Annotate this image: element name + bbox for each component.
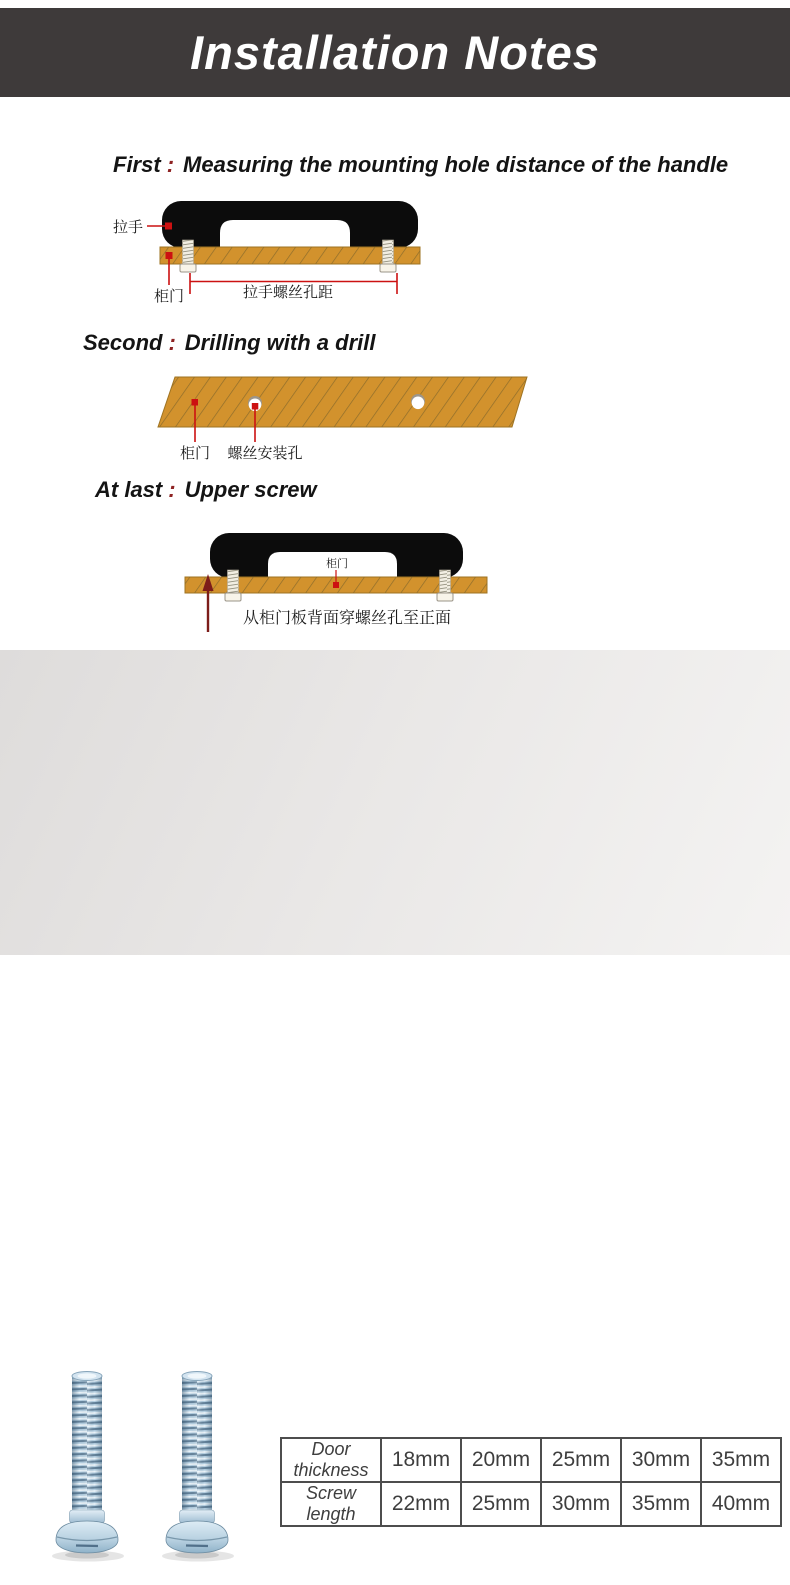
screw-length-value: 22mm — [381, 1482, 461, 1526]
door-leader-dot — [166, 252, 173, 259]
step-first-text: Measuring the mounting hole distance of the handle — [183, 152, 729, 177]
door-leader-dot — [192, 399, 199, 406]
mounting-screw-left — [180, 240, 196, 272]
step-second-text: Drilling with a drill — [184, 330, 376, 355]
diagram-insert-screw — [150, 520, 550, 645]
row-header-screw-length: Screw length — [281, 1482, 381, 1526]
step-first-colon: : — [166, 152, 175, 177]
door-thickness-value: 18mm — [381, 1438, 461, 1482]
handle-label: 拉手 — [112, 219, 143, 236]
door-label: 柜门 — [179, 445, 211, 462]
screw-length-value: 35mm — [621, 1482, 701, 1526]
hole-label: 螺丝安装孔 — [227, 445, 303, 462]
step-last-colon: : — [168, 477, 176, 502]
mounting-screw-right — [380, 240, 396, 272]
row-header-door-thickness: Door thickness — [281, 1438, 381, 1482]
door-label: 柜门 — [326, 558, 348, 570]
table-row-screw-length — [281, 1482, 781, 1526]
step-last-label: At last — [95, 477, 163, 502]
step-heading-last — [95, 477, 317, 503]
screw-length-value: 25mm — [461, 1482, 541, 1526]
door-thickness-value: 35mm — [701, 1438, 781, 1482]
step-first-label: First — [113, 152, 161, 177]
mounting-screw-right — [437, 570, 453, 601]
door-label: 柜门 — [153, 288, 185, 305]
title-banner — [0, 8, 790, 97]
insert-caption: 从柜门板背面穿螺丝孔至正面 — [242, 610, 452, 627]
page-title: Installation Notes — [190, 26, 600, 79]
door-leader-dot — [333, 582, 339, 588]
step-heading-first — [113, 152, 728, 178]
step-last-text: Upper screw — [184, 477, 317, 502]
handle-leader-dot — [165, 223, 172, 230]
hole-leader-dot — [252, 403, 258, 410]
handle-grip-opening — [220, 220, 350, 248]
screw-right — [162, 1372, 234, 1562]
screws-photo — [30, 1350, 260, 1585]
screw-left — [52, 1372, 124, 1562]
dimension-label: 拉手螺丝孔距 — [242, 284, 334, 301]
door-thickness-value: 30mm — [621, 1438, 701, 1482]
door-board-hatch — [158, 377, 527, 427]
diagram-measure-hole-distance — [95, 193, 435, 318]
step-heading-second — [83, 330, 375, 356]
screw-photo-section — [0, 650, 790, 1524]
table-row-door-thickness — [281, 1438, 781, 1482]
size-table — [280, 1437, 782, 1527]
step-second-label: Second — [83, 330, 163, 355]
screw-length-value: 30mm — [541, 1482, 621, 1526]
mounting-screw-left — [225, 570, 241, 601]
door-thickness-value: 25mm — [541, 1438, 621, 1482]
diagram-drilling — [150, 372, 550, 467]
screw-length-value: 40mm — [701, 1482, 781, 1526]
step-second-colon: : — [168, 330, 176, 355]
door-thickness-value: 20mm — [461, 1438, 541, 1482]
door-board-hatch — [160, 247, 420, 264]
